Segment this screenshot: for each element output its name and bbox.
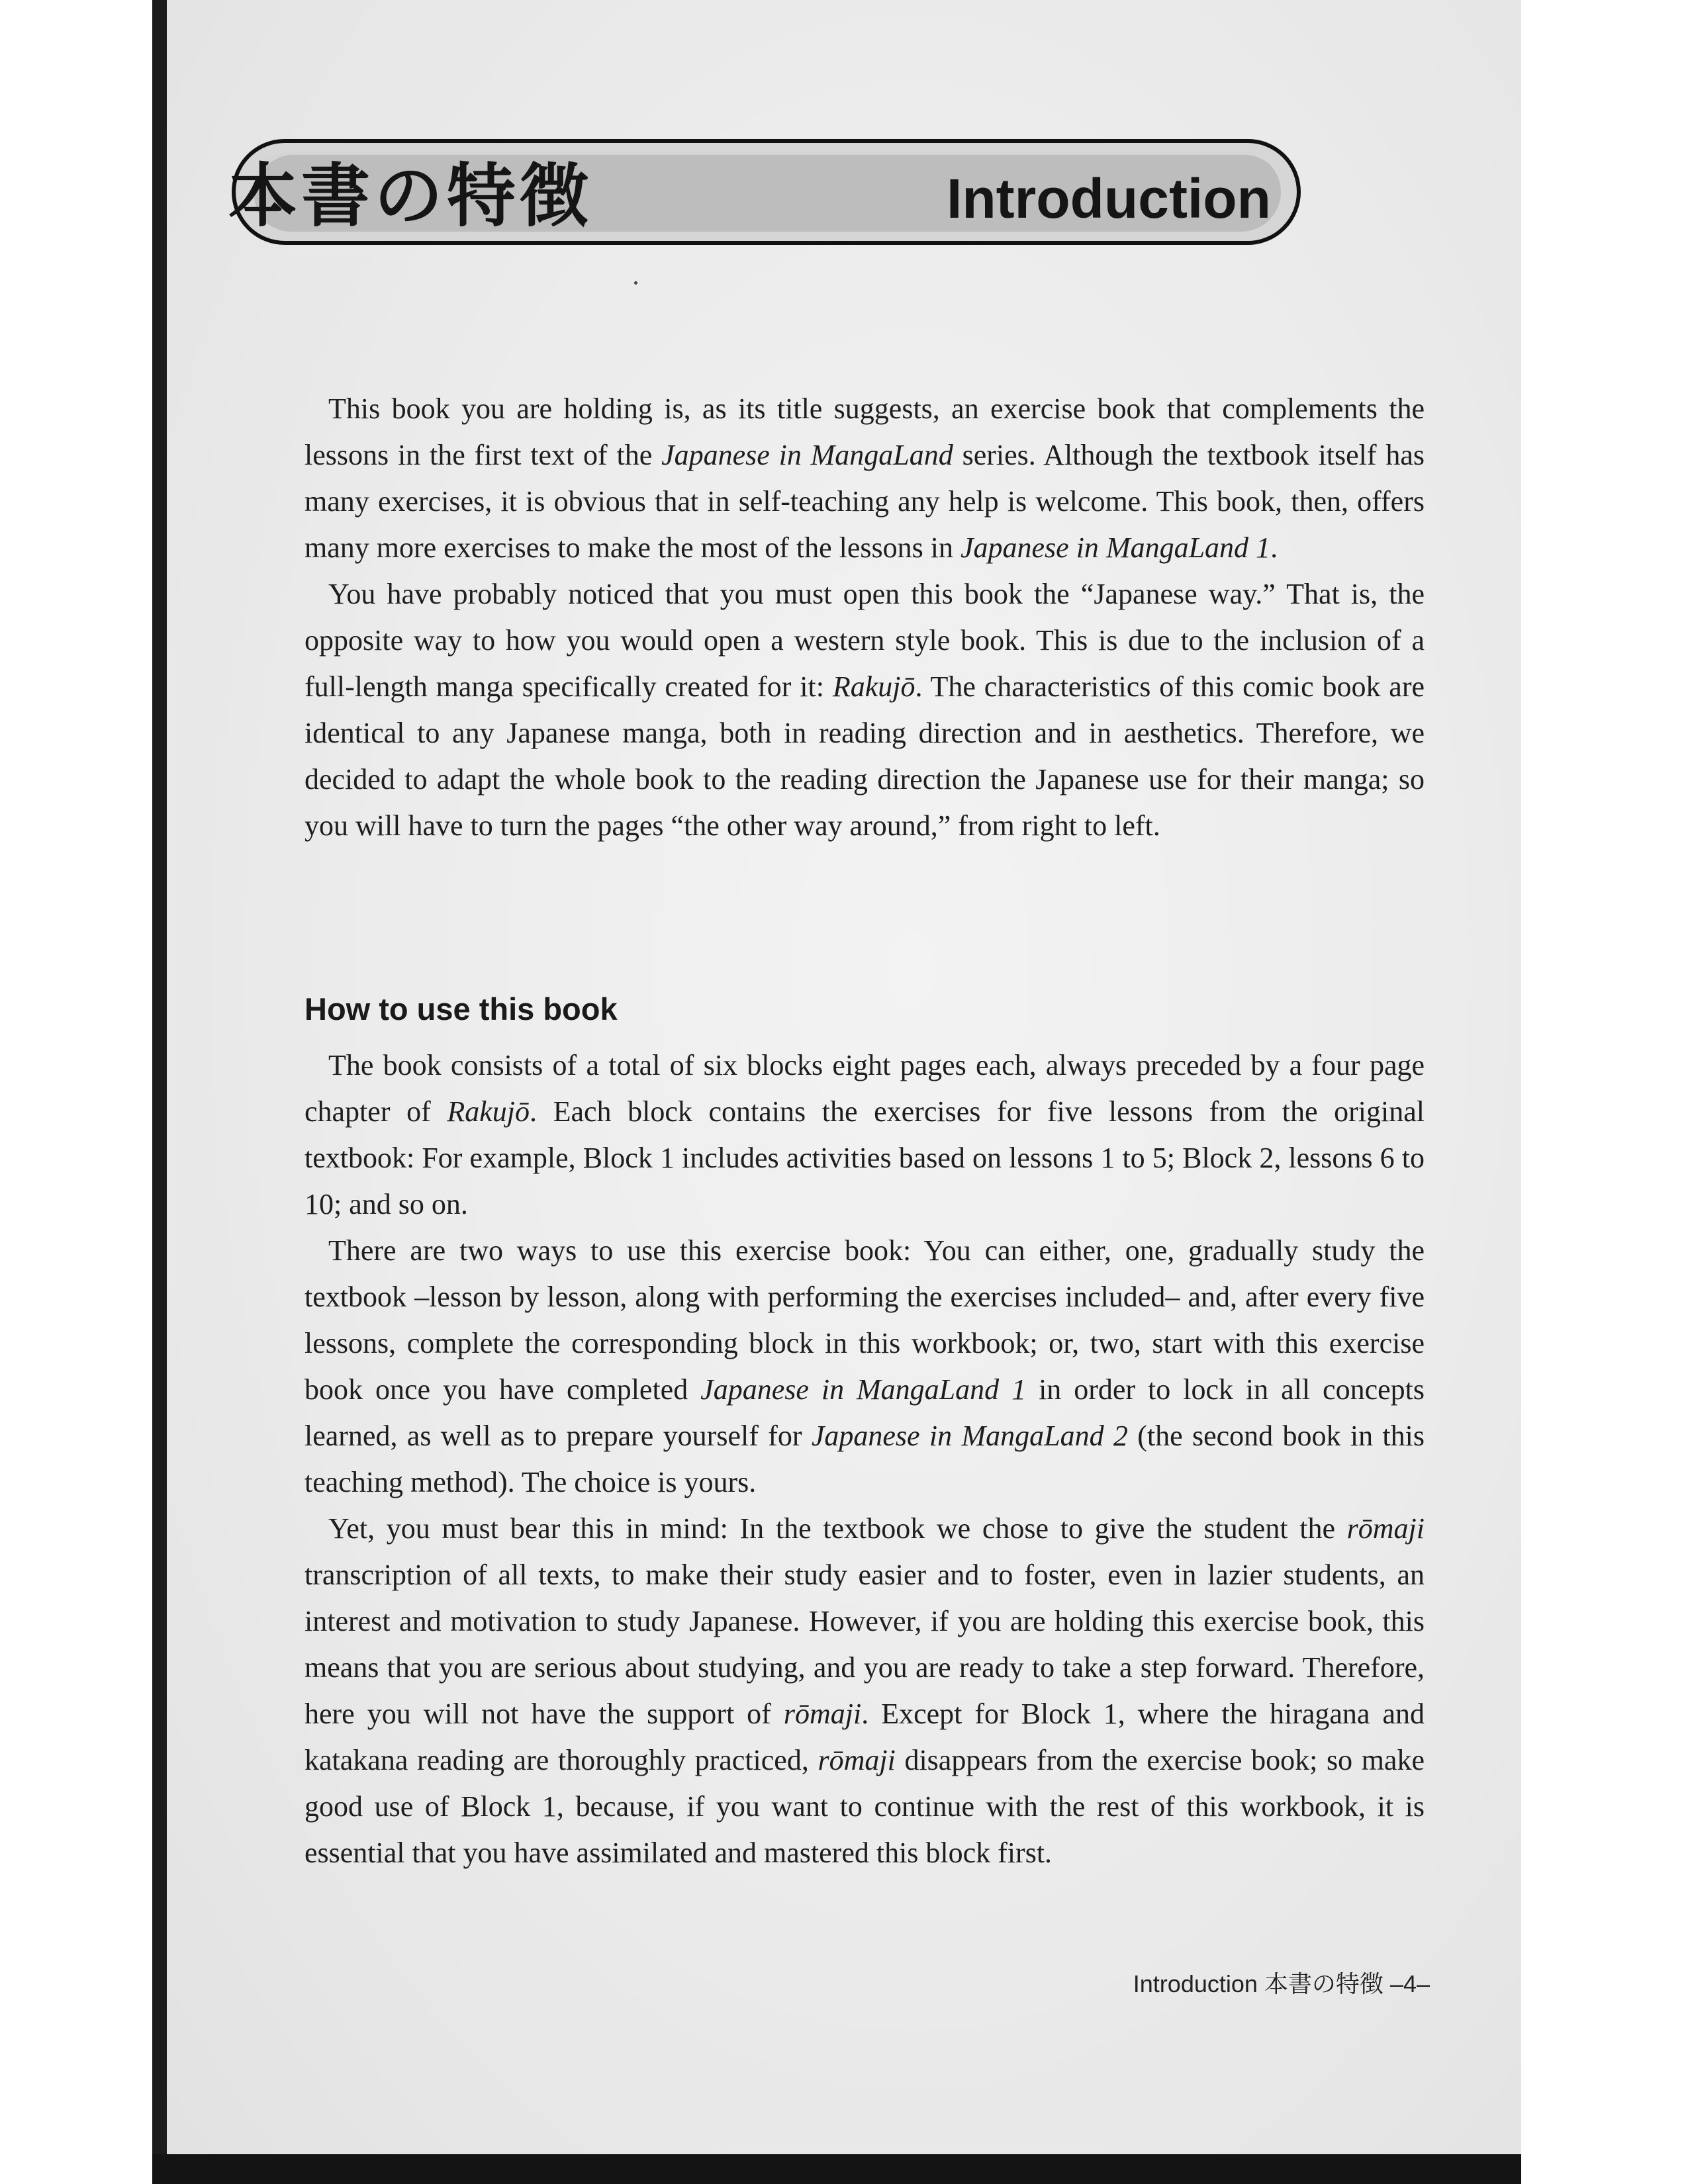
manga-title-italic: Rakujō <box>447 1095 530 1128</box>
book-title-italic: Japanese in MangaLand <box>661 439 953 471</box>
text-run: . The characteristics of this comic book are identical to any Japanese manga, both in reading direction and in aesthetics. Therefore, we decided to adapt the whole book to the reading direction the Japanese use for their manga; so you will have to turn the pages “the other way around,” from right to left. <box>305 670 1425 842</box>
text-run: . Except for Block 1, where the hiragana and katakana reading are thoroughly practiced, <box>305 1698 1425 1776</box>
page-footer <box>1086 1966 1430 1999</box>
intro-section <box>305 386 1425 849</box>
page-title-japanese: 本書の特徴 <box>228 156 593 236</box>
how-to-section <box>305 1042 1425 1876</box>
text-run: The book consists of a total of six blocks eight pages each, always preceded by a four page chapter of <box>305 1049 1425 1128</box>
how-to-paragraph <box>305 1228 1425 1506</box>
scan-bottom-shadow <box>152 2154 1521 2184</box>
text-run: There are two ways to use this exercise book: You can either, one, gradually study the textbook –lesson by lesson, along with performing the exercises included– and, after every five lessons, complete the corresponding block in this workbook; or, two, start with this exercise book once you have completed <box>305 1234 1425 1406</box>
term-italic: rōmaji <box>783 1698 862 1730</box>
text-run: . Each block contains the exercises for five lessons from the original textbook: For example, Block 1 includes activities based on lessons 1 to 5; Block 2, lessons 6 to 10; and so on. <box>305 1095 1425 1220</box>
scan-margin-right <box>1521 0 1688 2184</box>
text-run: disappears from the exercise book; so make good use of Block 1, because, if you want to continue with the rest of this workbook, it is essential that you have assimilated and mastered this block first. <box>305 1744 1425 1869</box>
scan-margin-left <box>0 0 152 2184</box>
text-run: in order to lock in all concepts learned, as well as to prepare yourself for <box>305 1373 1425 1452</box>
footer-section-english: Introduction <box>1133 1970 1258 1997</box>
section-heading: How to use this book <box>305 991 618 1026</box>
text-run: . <box>1270 531 1278 564</box>
text-run: This book you are holding is, as its title suggests, an exercise book that complements the lessons in the first text of the <box>305 392 1425 471</box>
text-run: transcription of all texts, to make their study easier and to foster, even in lazier students, an interest and motivation to study Japanese. However, if you are holding this exercise book, this means that you are serious about studying, and you are ready to take a step forward. Therefore, here you will not have the support of <box>305 1559 1425 1730</box>
book-title-italic: Japanese in MangaLand 1 <box>961 531 1271 564</box>
book-title-italic: Japanese in MangaLand 1 <box>700 1373 1027 1406</box>
text-run: (the second book in this teaching method). The choice is yours. <box>305 1420 1425 1498</box>
manga-title-italic: Rakujō <box>832 670 915 703</box>
page-number: –4– <box>1389 1970 1430 1997</box>
text-run: Yet, you must bear this in mind: In the textbook we chose to give the student the <box>328 1512 1347 1545</box>
intro-paragraph <box>305 571 1425 849</box>
intro-paragraph <box>305 386 1425 571</box>
book-title-italic: Japanese in MangaLand 2 <box>811 1420 1128 1452</box>
term-italic: rōmaji <box>818 1744 896 1776</box>
text-run: series. Although the textbook itself has many exercises, it is obvious that in self-teaching any help is welcome. This book, then, offers many more exercises to make the most of the lessons in <box>305 439 1425 564</box>
print-speck <box>634 281 637 285</box>
footer-section-japanese: 本書の特徴 <box>1264 1970 1383 1997</box>
term-italic: rōmaji <box>1346 1512 1425 1545</box>
how-to-paragraph <box>305 1506 1425 1876</box>
text-run: You have probably noticed that you must open this book the “Japanese way.” That is, the opposite way to how you would open a western style book. This is due to the inclusion of a full-length manga specifically created for it: <box>305 578 1425 703</box>
scan-binding-shadow <box>152 0 167 2184</box>
how-to-paragraph <box>305 1042 1425 1228</box>
page-title-english: Introduction <box>947 167 1271 230</box>
